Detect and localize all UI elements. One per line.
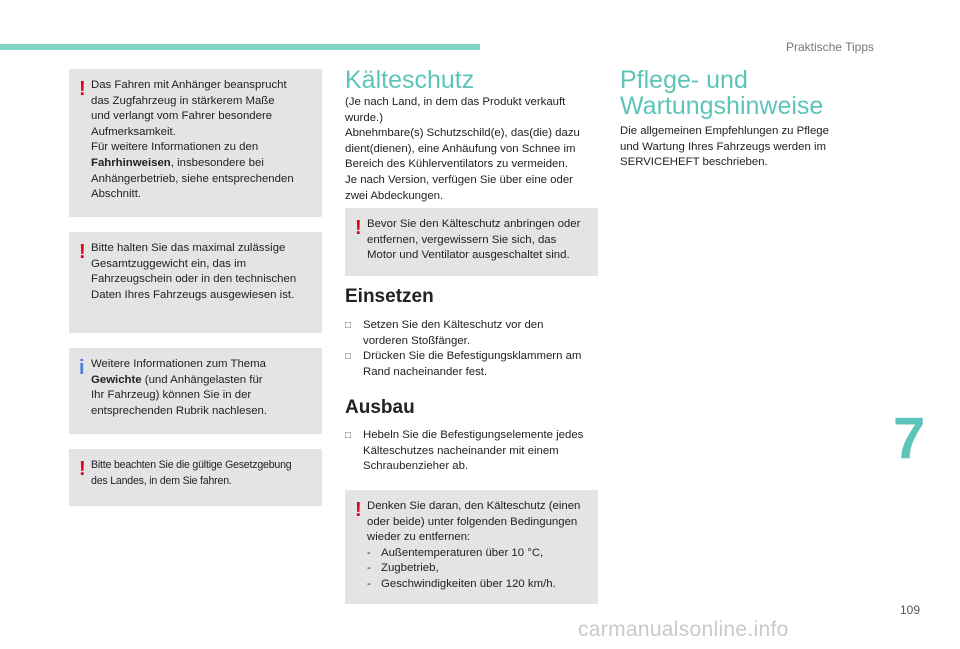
exclamation-icon: ! [355,217,362,239]
heading-ausbau: Ausbau [345,397,415,418]
bold-term: Fahrhinweisen [91,156,171,169]
heading-einsetzen: Einsetzen [345,286,434,307]
bold-term: Gewichte [91,373,142,386]
exclamation-icon: ! [79,241,86,263]
checkbox-icon: □ [345,430,352,441]
warning-text: Bitte beachten Sie die gültige Gesetzgebung des Landes, in dem Sie fahren. [91,459,292,487]
warning-box-trailer [69,69,322,217]
list-item: □ Hebeln Sie die Befestigungselemente jedes Kälteschutzes nacheinander mit einem Schraubenzieher ab. [345,429,584,473]
list-item: - Zugbetrieb, [367,561,590,577]
exclamation-icon: ! [79,458,86,480]
exclamation-icon: ! [79,78,86,100]
list-item: □ Drücken Sie die Befestigungsklammern am Rand nacheinander fest. [345,350,582,378]
warning-text: Bevor Sie den Kälteschutz anbringen oder entfernen, vergewissern Sie sich, das Motor und Ventilator ausgeschaltet sind. [367,218,581,262]
chapter-number: 7 [893,406,926,471]
warning-text: Bitte halten Sie das maximal zulässige Gesamtzuggewicht ein, das im Fahrzeugschein oder in den technischen Daten Ihres Fahrzeugs ausgewiesen ist. [91,242,297,301]
list-item: - Außentemperaturen über 10 °C, [367,546,590,562]
top-accent-bar [0,44,480,50]
list-item: - Geschwindigkeiten über 120 km/h. [367,577,590,593]
info-text: Weitere Informationen zum Thema Gewichte (und Anhängelasten für Ihr Fahrzeug) können Sie in der entsprechenden Rubrik nachlesen. [91,358,268,417]
warning-text: Denken Sie daran, den Kälteschutz (einen oder beide) unter folgenden Bedingungen wieder zu entfernen: - Außentemperaturen über 10 °C, - Zugbetrieb, - Geschwindigkeiten über 120 km/h. [367,499,590,593]
einsetzen-steps [345,318,600,380]
kaelteschutz-intro: (Je nach Land, in dem das Produkt verkauft wurde.) Abnehmbare(s) Schutzschild(e), das(die) dazu dient(dienen), eine Anhäufung von Schnee im Bereich des Kühlerventilators zu vermeiden. Je nach Version, verfügen Sie über eine oder zwei Abdeckungen. [345,96,580,202]
info-icon: i [79,357,85,379]
warning-box-conditions [345,490,598,604]
page-number: 109 [900,603,921,617]
section-title-kaelteschutz: Kälteschutz [345,66,475,94]
exclamation-icon: ! [355,499,362,521]
info-box-weights [69,348,322,434]
section-label: Praktische Tipps [785,40,874,54]
warning-text: Das Fahren mit Anhänger beansprucht das Zugfahrzeug in stärkerem Maße und verlangt vom Fahrer besondere Aufmerksamkeit. Für weitere Informationen zu den Fahrhinweisen, insbesondere bei Anhängerbetrieb, siehe entsprechenden Abschnitt. [91,79,294,201]
pflege-text: Die allgemeinen Empfehlungen zu Pflege und Wartung Ihres Fahrzeugs werden im SERVICEHEFT beschrieben. [620,125,829,169]
conditions-list [367,546,590,593]
checkbox-icon: □ [345,351,352,363]
warning-box-weight [69,232,322,333]
ausbau-steps [345,428,600,475]
warning-box-engine [345,208,598,276]
watermark: carmanualsonline.info [578,618,789,641]
list-item: □ Setzen Sie den Kälteschutz vor den vorderen Stoßfänger. [345,319,544,347]
warning-box-law [69,449,322,506]
checkbox-icon: □ [345,320,352,331]
section-title-pflege: Pflege- und Wartungshinweise [620,66,824,120]
